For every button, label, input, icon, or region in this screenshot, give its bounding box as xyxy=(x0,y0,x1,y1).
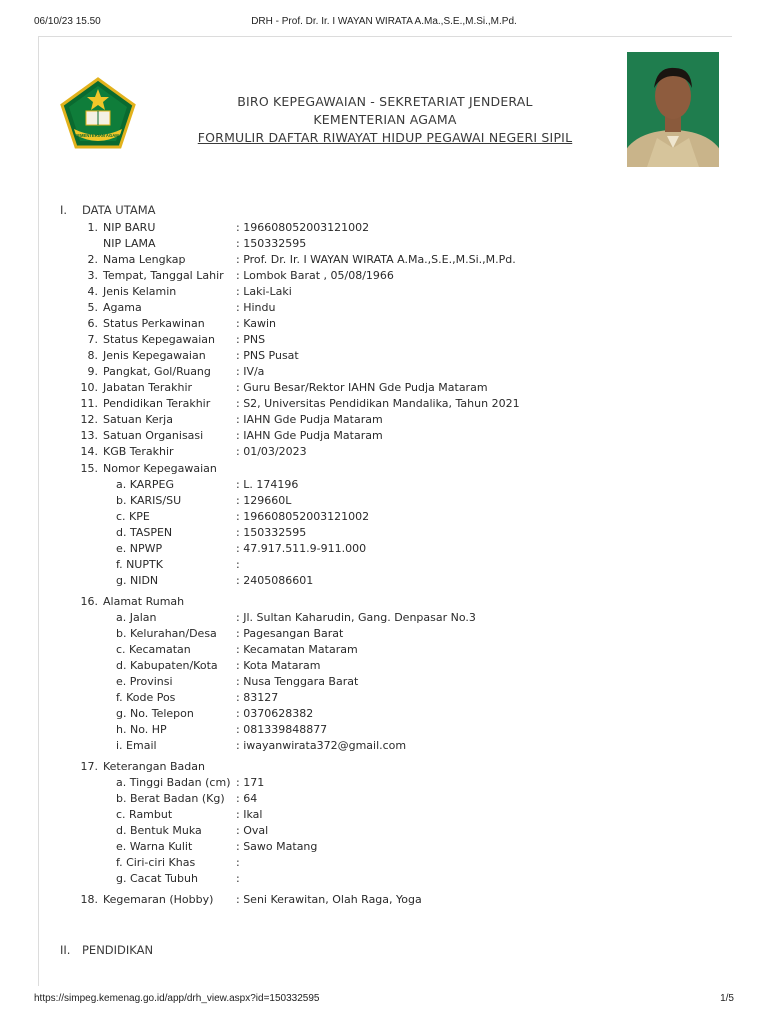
row-value: : PNS xyxy=(236,333,266,346)
row-value: : 081339848877 xyxy=(236,723,328,736)
row-value: : 0370628382 xyxy=(236,707,314,720)
print-url: https://simpeg.kemenag.go.id/app/drh_view.aspx?id=150332595 xyxy=(34,993,320,1004)
row-value: : Nusa Tenggara Barat xyxy=(236,675,359,688)
row-value: : xyxy=(236,558,240,571)
row-label: c. KPE xyxy=(116,510,150,523)
row-value: : xyxy=(236,856,240,869)
row-value: : Sawo Matang xyxy=(236,840,318,853)
row-label: NIP BARU xyxy=(103,221,156,234)
row-label: f. Kode Pos xyxy=(116,691,176,704)
row-label: b. Kelurahan/Desa xyxy=(116,627,217,640)
row-label: e. Provinsi xyxy=(116,675,173,688)
row-value: : Kawin xyxy=(236,317,276,330)
row-value: : 196608052003121002 xyxy=(236,221,370,234)
row-label: Nama Lengkap xyxy=(103,253,186,266)
page-border-left xyxy=(38,36,39,986)
row-label: Nomor Kepegawaian xyxy=(103,462,217,475)
row-number: 14. xyxy=(80,445,98,458)
row-number: 18. xyxy=(80,893,98,906)
row-value: : Kota Mataram xyxy=(236,659,321,672)
row-label: Alamat Rumah xyxy=(103,595,185,608)
row-value: : xyxy=(236,872,240,885)
row-label: g. Cacat Tubuh xyxy=(116,872,198,885)
row-label: d. Bentuk Muka xyxy=(116,824,202,837)
row-value: : IV/a xyxy=(236,365,265,378)
row-label: Tempat, Tanggal Lahir xyxy=(103,269,224,282)
row-value: : Ikal xyxy=(236,808,263,821)
row-label: a. Jalan xyxy=(116,611,157,624)
print-header xyxy=(0,16,768,30)
row-label: Satuan Organisasi xyxy=(103,429,204,442)
row-label: Jenis Kepegawaian xyxy=(103,349,206,362)
row-number: 3. xyxy=(87,269,98,282)
row-label: Status Perkawinan xyxy=(103,317,205,330)
row-number: 5. xyxy=(87,301,98,314)
row-value: : 129660L xyxy=(236,494,292,507)
row-number: 16. xyxy=(80,595,98,608)
header-line-1: BIRO KEPEGAWAIAN - SEKRETARIAT JENDERAL xyxy=(237,94,533,109)
row-value: : 2405086601 xyxy=(236,574,314,587)
kemenag-logo-icon xyxy=(60,77,136,149)
row-label: Status Kepegawaian xyxy=(103,333,215,346)
row-value: : Kecamatan Mataram xyxy=(236,643,358,656)
row-value: : Seni Kerawitan, Olah Raga, Yoga xyxy=(236,893,422,906)
row-label: b. KARIS/SU xyxy=(116,494,182,507)
row-value: : IAHN Gde Pudja Mataram xyxy=(236,429,383,442)
row-label: Pendidikan Terakhir xyxy=(103,397,211,410)
section-number: I. xyxy=(60,203,68,217)
row-label: d. TASPEN xyxy=(116,526,173,539)
svg-text:KEMENTERIAN AGAMA: KEMENTERIAN AGAMA xyxy=(74,133,122,138)
row-label: d. Kabupaten/Kota xyxy=(116,659,218,672)
section-number: II. xyxy=(60,943,71,957)
print-datetime: 06/10/23 15.50 xyxy=(34,16,101,27)
row-label: h. No. HP xyxy=(116,723,167,736)
row-number: 1. xyxy=(87,221,98,234)
row-label: Agama xyxy=(103,301,142,314)
row-value: : 64 xyxy=(236,792,258,805)
row-label: Satuan Kerja xyxy=(103,413,173,426)
header-line-2: KEMENTERIAN AGAMA xyxy=(313,112,457,127)
section-title: PENDIDIKAN xyxy=(82,943,154,957)
row-label: g. NIDN xyxy=(116,574,159,587)
section-pendidikan xyxy=(60,943,153,957)
row-value: : Guru Besar/Rektor IAHN Gde Pudja Mataram xyxy=(236,381,488,394)
row-number: 6. xyxy=(87,317,98,330)
row-label: e. NPWP xyxy=(116,542,163,555)
row-number: 7. xyxy=(87,333,98,346)
row-value: : L. 174196 xyxy=(236,478,299,491)
row-value: : IAHN Gde Pudja Mataram xyxy=(236,413,383,426)
form-title: FORMULIR DAFTAR RIWAYAT HIDUP PEGAWAI NEGERI SIPIL xyxy=(197,130,573,145)
row-value: : 150332595 xyxy=(236,526,307,539)
row-value: : PNS Pusat xyxy=(236,349,299,362)
row-label: f. Ciri-ciri Khas xyxy=(116,856,196,869)
row-value: : Prof. Dr. Ir. I WAYAN WIRATA A.Ma.,S.E.,M.Si.,M.Pd. xyxy=(236,253,516,266)
row-label: c. Kecamatan xyxy=(116,643,191,656)
row-value: : iwayanwirata372@gmail.com xyxy=(236,739,407,752)
row-value: : 01/03/2023 xyxy=(236,445,307,458)
section-title: DATA UTAMA xyxy=(82,203,156,217)
row-label: Kegemaran (Hobby) xyxy=(103,893,214,906)
row-label: i. Email xyxy=(116,739,157,752)
row-number: 12. xyxy=(80,413,98,426)
row-label: Jenis Kelamin xyxy=(103,285,177,298)
row-value: : 83127 xyxy=(236,691,279,704)
row-label: b. Berat Badan (Kg) xyxy=(116,792,225,805)
row-label: Jabatan Terakhir xyxy=(103,381,193,394)
row-label: NIP LAMA xyxy=(103,237,156,250)
row-number: 13. xyxy=(80,429,98,442)
row-number: 2. xyxy=(87,253,98,266)
row-value: : 150332595 xyxy=(236,237,307,250)
row-number: 11. xyxy=(80,397,98,410)
row-value: : Laki-Laki xyxy=(236,285,292,298)
row-label: g. No. Telepon xyxy=(116,707,194,720)
row-label: a. Tinggi Badan (cm) xyxy=(116,776,231,789)
row-value: : Hindu xyxy=(236,301,276,314)
print-title: DRH - Prof. Dr. Ir. I WAYAN WIRATA A.Ma.,S.E.,M.Si.,M.Pd. xyxy=(251,16,517,27)
row-number: 15. xyxy=(80,462,98,475)
row-number: 9. xyxy=(87,365,98,378)
print-footer xyxy=(0,993,768,1007)
row-value: : Oval xyxy=(236,824,269,837)
row-number: 4. xyxy=(87,285,98,298)
row-value: : Pagesangan Barat xyxy=(236,627,344,640)
row-value: : Jl. Sultan Kaharudin, Gang. Denpasar No.3 xyxy=(236,611,476,624)
row-label: e. Warna Kulit xyxy=(116,840,193,853)
row-label: Pangkat, Gol/Ruang xyxy=(103,365,211,378)
profile-photo xyxy=(627,52,719,167)
row-number: 8. xyxy=(87,349,98,362)
row-value: : 47.917.511.9-911.000 xyxy=(236,542,367,555)
row-label: c. Rambut xyxy=(116,808,173,821)
row-value: : 196608052003121002 xyxy=(236,510,370,523)
row-value: : 171 xyxy=(236,776,265,789)
row-label: f. NUPTK xyxy=(116,558,163,571)
row-label: a. KARPEG xyxy=(116,478,175,491)
section-data-utama xyxy=(60,203,156,217)
row-number: 10. xyxy=(80,381,98,394)
row-label: Keterangan Badan xyxy=(103,760,205,773)
row-number: 17. xyxy=(80,760,98,773)
row-value: : Lombok Barat , 05/08/1966 xyxy=(236,269,394,282)
print-page-number: 1/5 xyxy=(720,993,734,1004)
page-border-top xyxy=(38,36,732,37)
row-label: KGB Terakhir xyxy=(103,445,174,458)
row-value: : S2, Universitas Pendidikan Mandalika, Tahun 2021 xyxy=(236,397,520,410)
